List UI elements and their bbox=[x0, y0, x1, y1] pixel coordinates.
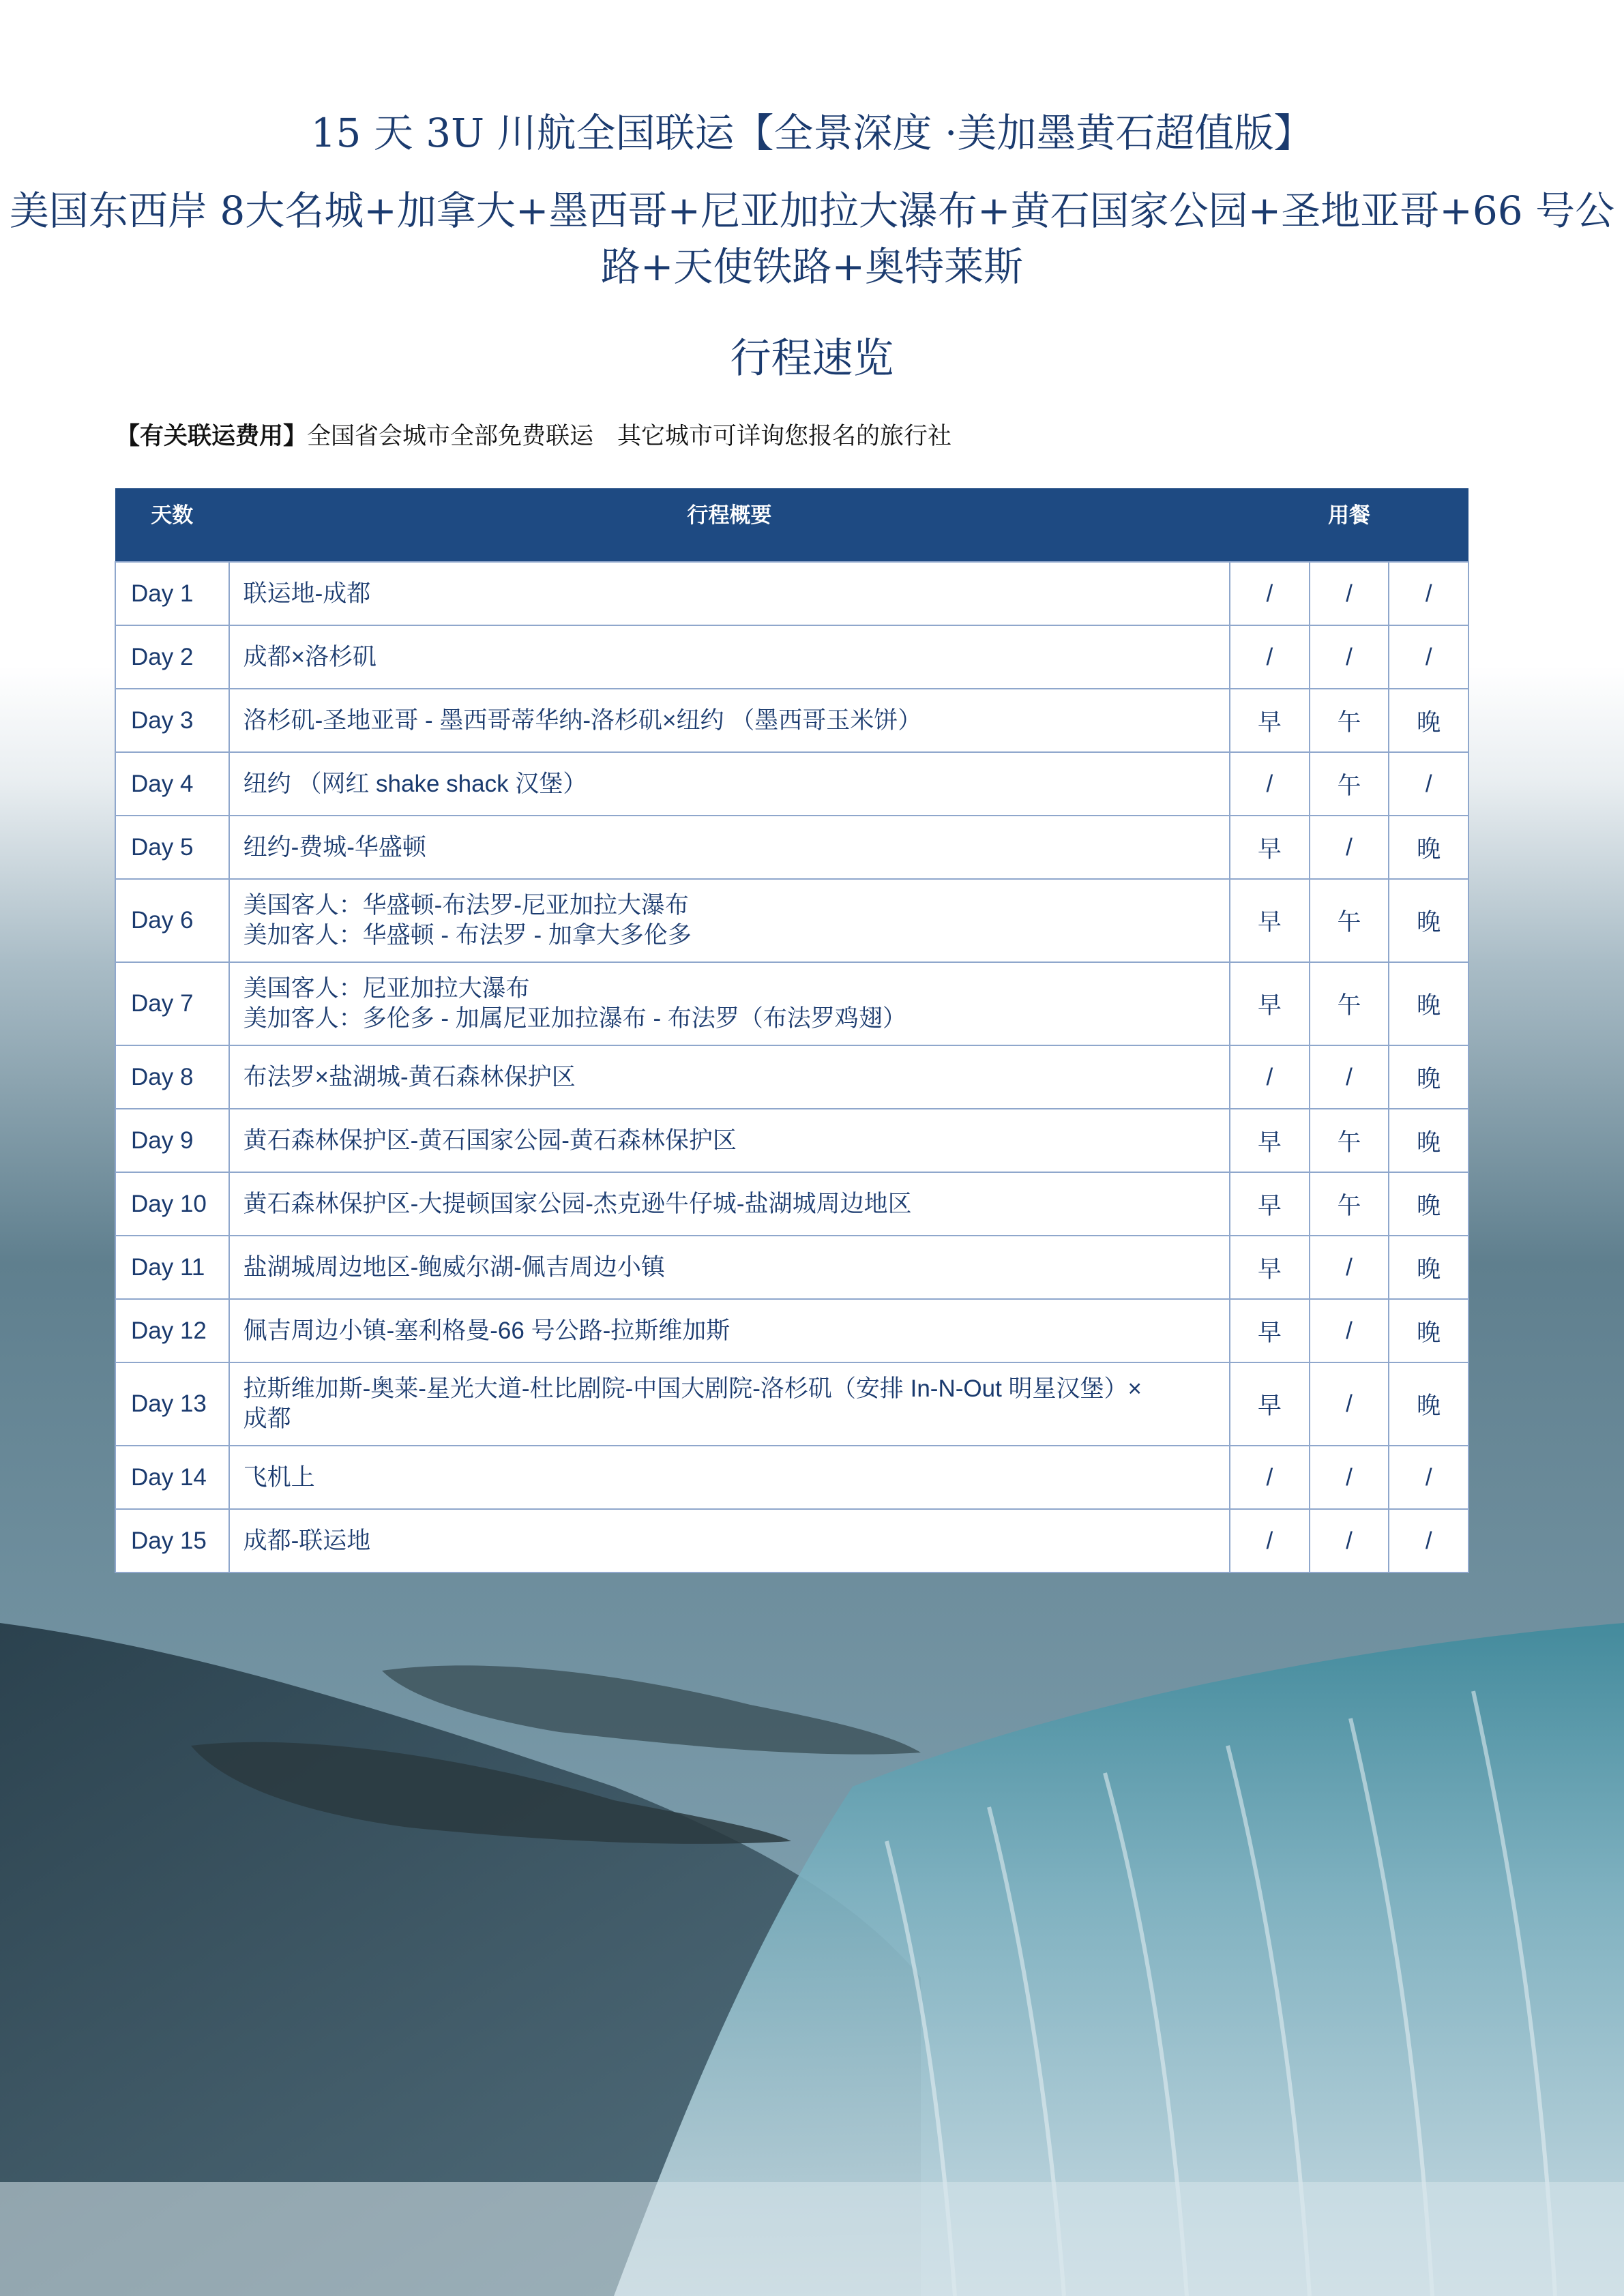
summary-cell bbox=[229, 816, 1230, 879]
dinner-cell: / bbox=[1389, 752, 1468, 816]
day-cell: Day 7 bbox=[115, 962, 229, 1045]
breakfast-cell: / bbox=[1230, 1509, 1310, 1572]
lunch-cell: / bbox=[1310, 1509, 1389, 1572]
summary-line: 纽约 （网红 shake shack 汉堡） bbox=[243, 770, 587, 797]
dinner-cell: 晚 bbox=[1389, 1299, 1468, 1362]
title-line-3: 行程速览 bbox=[730, 335, 894, 383]
lunch-cell: / bbox=[1310, 625, 1389, 689]
dinner-cell: 晚 bbox=[1389, 816, 1468, 879]
table-row bbox=[115, 1509, 1468, 1572]
table-row bbox=[115, 1172, 1468, 1236]
breakfast-cell: 早 bbox=[1230, 879, 1310, 962]
summary-cell bbox=[229, 1045, 1230, 1109]
day-cell: Day 12 bbox=[115, 1299, 229, 1362]
lunch-cell: 午 bbox=[1310, 1172, 1389, 1236]
header-day: 天数 bbox=[115, 488, 229, 562]
dinner-cell: 晚 bbox=[1389, 1045, 1468, 1109]
summary-line: 成都 bbox=[243, 1405, 291, 1432]
day-cell: Day 4 bbox=[115, 752, 229, 816]
summary-line: 黄石森林保护区-大提顿国家公园-杰克逊牛仔城-盐湖城周边地区 bbox=[243, 1190, 912, 1217]
summary-cell bbox=[229, 1299, 1230, 1362]
summary-cell bbox=[229, 1446, 1230, 1509]
day-cell: Day 1 bbox=[115, 562, 229, 625]
summary-line: 美国客人：尼亚加拉大瀑布 bbox=[243, 975, 530, 1002]
day-cell: Day 6 bbox=[115, 879, 229, 962]
day-cell: Day 9 bbox=[115, 1109, 229, 1172]
dinner-cell: / bbox=[1389, 562, 1468, 625]
dinner-cell: 晚 bbox=[1389, 1236, 1468, 1299]
summary-cell bbox=[229, 962, 1230, 1045]
lunch-cell: 午 bbox=[1310, 752, 1389, 816]
summary-cell bbox=[229, 562, 1230, 625]
breakfast-cell: 早 bbox=[1230, 1362, 1310, 1446]
summary-cell bbox=[229, 1509, 1230, 1572]
breakfast-cell: / bbox=[1230, 625, 1310, 689]
dinner-cell: 晚 bbox=[1389, 1362, 1468, 1446]
day-cell: Day 5 bbox=[115, 816, 229, 879]
transfer-fee-note bbox=[116, 417, 951, 451]
summary-line: 美加客人：多伦多 - 加属尼亚加拉瀑布 - 布法罗（布法罗鸡翅） bbox=[243, 1005, 906, 1032]
table-row bbox=[115, 962, 1468, 1045]
breakfast-cell: 早 bbox=[1230, 1109, 1310, 1172]
summary-cell bbox=[229, 689, 1230, 752]
breakfast-cell: 早 bbox=[1230, 1299, 1310, 1362]
summary-cell bbox=[229, 625, 1230, 689]
summary-line: 佩吉周边小镇-塞利格曼-66 号公路-拉斯维加斯 bbox=[243, 1317, 730, 1344]
dinner-cell: 晚 bbox=[1389, 962, 1468, 1045]
dinner-cell: 晚 bbox=[1389, 879, 1468, 962]
breakfast-cell: 早 bbox=[1230, 816, 1310, 879]
summary-line: 拉斯维加斯-奥莱-星光大道-杜比剧院-中国大剧院-洛杉矶（安排 In-N-Out 明星汉堡）× bbox=[243, 1375, 1142, 1402]
breakfast-cell: / bbox=[1230, 1446, 1310, 1509]
day-cell: Day 8 bbox=[115, 1045, 229, 1109]
note-text: 全国省会城市全部免费联运 其它城市可详询您报名的旅行社 bbox=[307, 423, 952, 449]
lunch-cell: 午 bbox=[1310, 962, 1389, 1045]
table-row bbox=[115, 816, 1468, 879]
dinner-cell: / bbox=[1389, 1509, 1468, 1572]
table-row bbox=[115, 689, 1468, 752]
itinerary-table bbox=[115, 488, 1469, 1573]
table-body bbox=[115, 562, 1468, 1572]
summary-cell bbox=[229, 1109, 1230, 1172]
table-row bbox=[115, 1362, 1468, 1446]
summary-cell bbox=[229, 1362, 1230, 1446]
breakfast-cell: 早 bbox=[1230, 689, 1310, 752]
lunch-cell: / bbox=[1310, 1362, 1389, 1446]
day-cell: Day 2 bbox=[115, 625, 229, 689]
dinner-cell: 晚 bbox=[1389, 1109, 1468, 1172]
title-line-1: 15 天 3U 川航全国联运【全景深度 ·美加墨黄石超值版】 bbox=[310, 110, 1314, 156]
summary-line: 飞机上 bbox=[243, 1463, 315, 1491]
summary-line: 美国客人：华盛顿-布法罗-尼亚加拉大瀑布 bbox=[243, 892, 689, 919]
table-row bbox=[115, 625, 1468, 689]
table-row bbox=[115, 1236, 1468, 1299]
table-row bbox=[115, 752, 1468, 816]
day-cell: Day 3 bbox=[115, 689, 229, 752]
summary-cell bbox=[229, 752, 1230, 816]
dinner-cell: 晚 bbox=[1389, 689, 1468, 752]
dinner-cell: 晚 bbox=[1389, 1172, 1468, 1236]
summary-line: 布法罗×盐湖城-黄石森林保护区 bbox=[243, 1063, 576, 1090]
table-row bbox=[115, 1446, 1468, 1509]
summary-cell bbox=[229, 1172, 1230, 1236]
day-cell: Day 15 bbox=[115, 1509, 229, 1572]
breakfast-cell: / bbox=[1230, 562, 1310, 625]
lunch-cell: / bbox=[1310, 1446, 1389, 1509]
title-line-2 bbox=[0, 183, 1624, 295]
dinner-cell: / bbox=[1389, 625, 1468, 689]
lunch-cell: / bbox=[1310, 1236, 1389, 1299]
breakfast-cell: / bbox=[1230, 1045, 1310, 1109]
lunch-cell: 午 bbox=[1310, 689, 1389, 752]
day-cell: Day 13 bbox=[115, 1362, 229, 1446]
title-line-2-text: 美国东西岸 8大名城+加拿大+墨西哥+尼亚加拉大瀑布+黄石国家公园+圣地亚哥+66 号公路+天使铁路+奥特莱斯 bbox=[9, 188, 1615, 290]
lunch-cell: / bbox=[1310, 1299, 1389, 1362]
summary-cell bbox=[229, 879, 1230, 962]
table-row bbox=[115, 1045, 1468, 1109]
table-row bbox=[115, 562, 1468, 625]
breakfast-cell: 早 bbox=[1230, 1172, 1310, 1236]
summary-line: 黄石森林保护区-黄石国家公园-黄石森林保护区 bbox=[243, 1127, 737, 1154]
lunch-cell: / bbox=[1310, 562, 1389, 625]
lunch-cell: / bbox=[1310, 1045, 1389, 1109]
day-cell: Day 11 bbox=[115, 1236, 229, 1299]
summary-line: 美加客人：华盛顿 - 布法罗 - 加拿大多伦多 bbox=[243, 922, 692, 949]
header-summary: 行程概要 bbox=[229, 488, 1230, 562]
summary-line: 联运地-成都 bbox=[243, 580, 371, 607]
summary-cell bbox=[229, 1236, 1230, 1299]
day-cell: Day 14 bbox=[115, 1446, 229, 1509]
breakfast-cell: 早 bbox=[1230, 1236, 1310, 1299]
breakfast-cell: / bbox=[1230, 752, 1310, 816]
dinner-cell: / bbox=[1389, 1446, 1468, 1509]
summary-line: 纽约-费城-华盛顿 bbox=[243, 833, 426, 861]
summary-line: 成都-联运地 bbox=[243, 1527, 371, 1554]
summary-line: 盐湖城周边地区-鲍威尔湖-佩吉周边小镇 bbox=[243, 1253, 665, 1281]
table-row bbox=[115, 1109, 1468, 1172]
summary-line: 成都×洛杉矶 bbox=[243, 643, 377, 670]
table-header-row bbox=[115, 488, 1468, 562]
lunch-cell: 午 bbox=[1310, 1109, 1389, 1172]
summary-line: 洛杉矶-圣地亚哥 - 墨西哥蒂华纳-洛杉矶×纽约 （墨西哥玉米饼） bbox=[243, 706, 922, 734]
breakfast-cell: 早 bbox=[1230, 962, 1310, 1045]
day-cell: Day 10 bbox=[115, 1172, 229, 1236]
note-label: 【有关联运费用】 bbox=[116, 423, 308, 449]
lunch-cell: 午 bbox=[1310, 879, 1389, 962]
table-row bbox=[115, 1299, 1468, 1362]
lunch-cell: / bbox=[1310, 816, 1389, 879]
header-meals: 用餐 bbox=[1230, 488, 1468, 562]
table-row bbox=[115, 879, 1468, 962]
